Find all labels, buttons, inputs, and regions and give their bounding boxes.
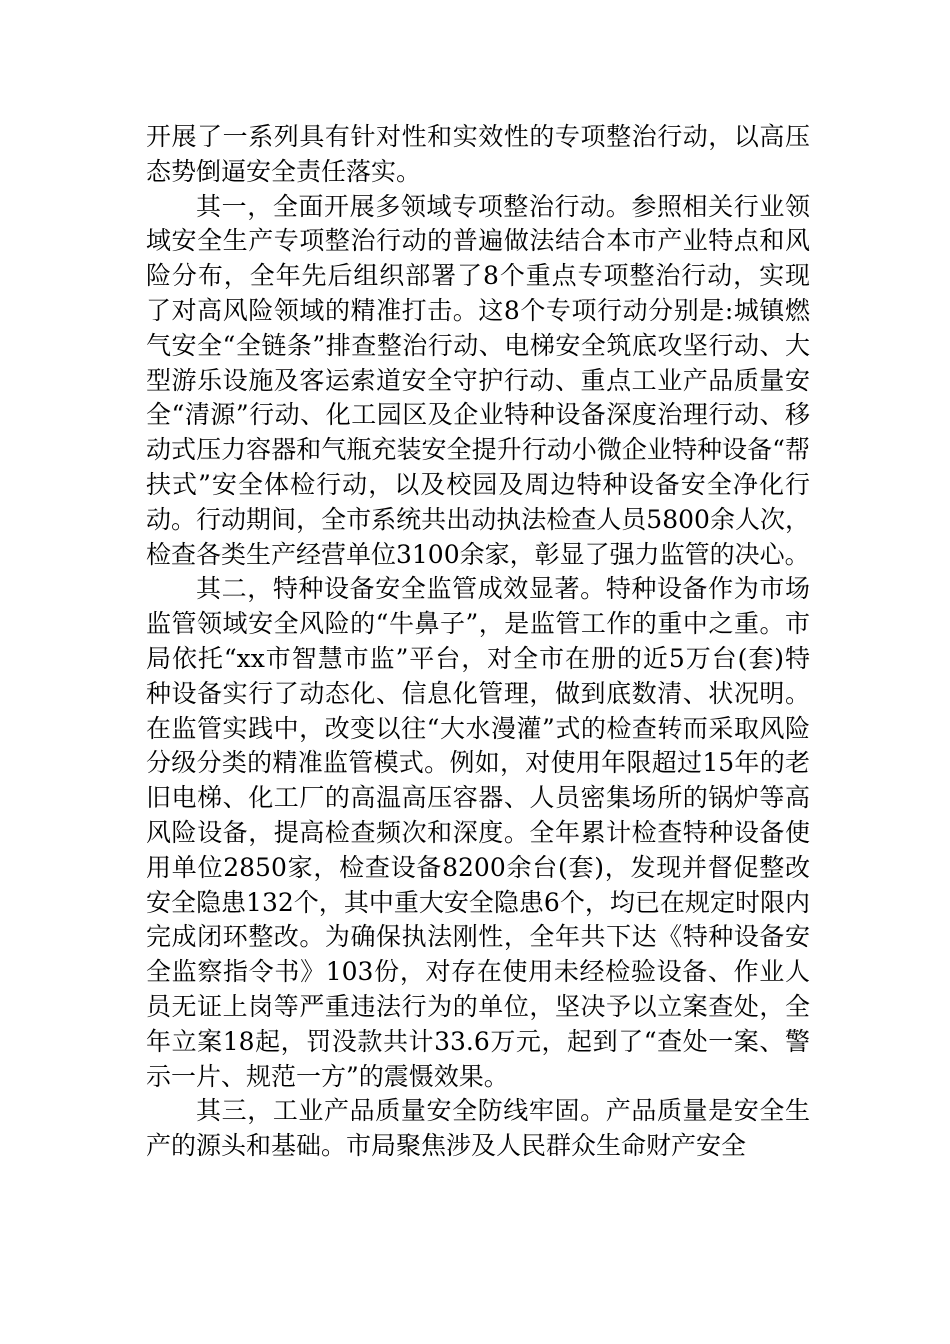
paragraph-continuation: 开展了一系列具有针对性和实效性的专项整治行动，以高压态势倒逼安全责任落实。 xyxy=(146,122,810,186)
paragraph-industrial-products: 其三，工业产品质量安全防线牢固。产品质量是安全生产的源头和基础。市局聚焦涉及人民群众生命财产安全 xyxy=(146,1096,810,1161)
paragraph-special-equipment: 其二，特种设备安全监管成效显著。特种设备作为市场监管领域安全风险的“牛鼻子”，是监管工作的重中之重。市局依托“xx市智慧市监”平台，对全市在册的近5万台(套)特种设备实行了动态化、信息化管理，做到底数清、状况明。在监管实践中，改变以往“大水漫灌”式的检查转而采取风险分级分类的精准监管模式。例如，对使用年限超过15年的老旧电梯、化工厂的高温高压容器、人员密集场所的锅炉等高风险设备，提高检查频次和深度。全年累计检查特种设备使用单位2850家，检查设备8200余台(套)，发现并督促整改安全隐患132个，其中重大安全隐患6个，均已在规定时限内完成闭环整改。为确保执法刚性，全年共下达《特种设备安全监察指令书》103份，对存在使用未经检验设备、作业人员无证上岗等严重违法行为的单位，坚决予以立案查处，全年立案18起，罚没款共计33.6万元，起到了“查处一案、警示一片、规范一方”的震慑效果。 xyxy=(146,574,810,1091)
document-page xyxy=(146,120,810,1164)
paragraph-special-rectification: 其一，全面开展多领域专项整治行动。参照相关行业领域安全生产专项整治行动的普遍做法结合本市产业特点和风险分布，全年先后组织部署了8个重点专项整治行动，实现了对高风险领域的精准打击。这8个专项行动分别是:城镇燃气安全“全链条”排查整治行动、电梯安全筑底攻坚行动、大型游乐设施及客运索道安全守护行动、重点工业产品质量安全“清源”行动、化工园区及企业特种设备深度治理行动、移动式压力容器和气瓶充装安全提升行动小微企业特种设备“帮扶式”安全体检行动，以及校园及周边特种设备安全净化行动。行动期间，全市系统共出动执法检查人员5800余人次，检查各类生产经营单位3100余家，彰显了强力监管的决心。 xyxy=(146,191,810,569)
